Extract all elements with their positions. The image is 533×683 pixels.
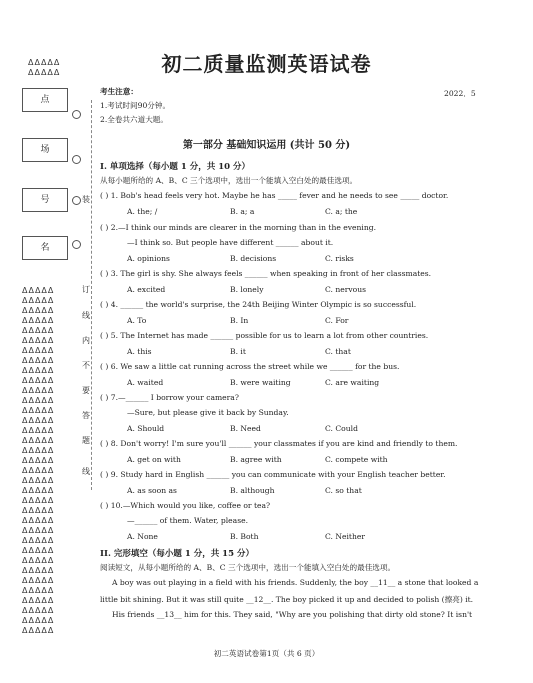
question-7: ( ) 7.—______ I borrow your camera? <box>100 393 239 402</box>
passage-line: His friends __13__ him for this. They said, "Why are you polishing that dirty old stone? It isn't <box>112 610 473 619</box>
option-b: B. Need <box>230 424 261 433</box>
option-c: C. so that <box>325 486 362 495</box>
question-2-line-2: —I think so. But people have different ______ about it. <box>127 238 334 247</box>
section-2-instruction: 阅读短文，从每小题所给的 A、B、C 三个选项中，选出一个能填入空白处的最佳选项。 <box>100 563 396 572</box>
option-b: B. lonely <box>230 285 264 294</box>
section-1-heading: I. 单项选择（每小题 1 分，共 10 分） <box>100 162 250 172</box>
side-box-hao: 号 <box>22 188 68 212</box>
option-a: A. waited <box>127 378 164 387</box>
question-4: ( ) 4. ______ the world's surprise, the 24th Beijing Winter Olympic is so successful. <box>100 300 417 309</box>
section-1-instruction: 从每小题所给的 A、B、C 三个选项中，选出一个能填入空白处的最佳选项。 <box>100 176 358 185</box>
side-box-chang: 场 <box>22 138 68 162</box>
side-char: 题 <box>82 436 90 445</box>
option-c: C. a; the <box>325 207 358 216</box>
side-char: 不 <box>82 361 90 370</box>
side-char: 线 <box>82 467 90 476</box>
option-c: C. are waiting <box>325 378 380 387</box>
option-b: B. Both <box>230 532 259 541</box>
option-b: B. were waiting <box>230 378 291 387</box>
option-a: A. excited <box>127 285 166 294</box>
part-one-heading: 第一部分 基础知识运用 (共计 50 分) <box>182 140 351 151</box>
option-b: B. decisions <box>230 254 277 263</box>
option-a: A. this <box>127 347 152 356</box>
triangle-pattern-left: ΔΔΔΔΔ ΔΔΔΔΔ ΔΔΔΔΔ ΔΔΔΔΔ ΔΔΔΔΔ ΔΔΔΔΔ ΔΔΔΔΔ ΔΔΔΔΔ ΔΔΔΔΔ ΔΔΔΔΔ ΔΔΔΔΔ ΔΔΔΔΔ ΔΔΔΔΔ ΔΔΔΔΔ ΔΔΔΔΔ ΔΔΔΔΔ ΔΔΔΔΔ ΔΔΔΔΔ ΔΔΔΔΔ ΔΔΔΔΔ ΔΔΔΔΔ ΔΔΔΔΔ ΔΔΔΔΔ ΔΔΔΔΔ ΔΔΔΔΔ ΔΔΔΔΔ ΔΔΔΔΔ ΔΔΔΔΔ ΔΔΔΔΔ ΔΔΔΔΔ ΔΔΔΔΔ ΔΔΔΔΔ ΔΔΔΔΔ ΔΔΔΔΔ ΔΔΔΔΔ <box>22 286 55 635</box>
option-a: A. None <box>127 532 158 541</box>
option-c: C. Could <box>325 424 358 433</box>
option-b: B. it <box>230 347 246 356</box>
notice-item: 2.全卷共六道大题。 <box>100 115 168 124</box>
binding-circle <box>72 240 81 249</box>
side-char: 装 <box>82 195 90 204</box>
question-2: ( ) 2.—I think our minds are clearer in the morning than in the evening. <box>100 223 377 232</box>
option-c: C. For <box>325 316 349 325</box>
passage-line: little bit shining. But it was still quite __12__. The boy picked it up and decided to polish (擦亮) it. <box>100 595 474 604</box>
option-a: A. as soon as <box>127 486 177 495</box>
notice-heading: 考生注意： <box>100 87 138 96</box>
side-char: 订 <box>82 285 90 294</box>
question-7-line-2: —Sure, but please give it back by Sunday. <box>127 408 289 417</box>
option-a: A. opinions <box>127 254 170 263</box>
question-5: ( ) 5. The Internet has made ______ possible for us to learn a lot from other countries. <box>100 331 429 340</box>
question-3: ( ) 3. The girl is shy. She always feels ______ when speaking in front of her classmates. <box>100 269 432 278</box>
notice-item: 1.考试时间90分钟。 <box>100 101 171 110</box>
page-footer: 初二英语试卷第1页（共 6 页） <box>213 649 320 658</box>
side-char: 线 <box>82 311 90 320</box>
option-c: C. risks <box>325 254 354 263</box>
option-b: B. although <box>230 486 275 495</box>
exam-date: 2022．5 <box>444 89 476 98</box>
passage-line: A boy was out playing in a field with his friends. Suddenly, the boy __11__ a stone that looked a <box>112 578 479 587</box>
side-box-dian: 点 <box>22 88 68 112</box>
option-c: C. nervous <box>325 285 367 294</box>
option-b: B. a; a <box>230 207 255 216</box>
side-char: 要 <box>82 386 90 395</box>
option-c: C. Neither <box>325 532 366 541</box>
question-8: ( ) 8. Don't worry! I'm sure you'll ______ your classmates if you are kind and friendly to them. <box>100 439 458 448</box>
option-a: A. the; / <box>127 207 158 216</box>
side-box-ming: 名 <box>22 236 68 260</box>
question-9: ( ) 9. Study hard in English ______ you can communicate with your English teacher better. <box>100 470 446 479</box>
option-b: B. agree with <box>230 455 282 464</box>
binding-circle <box>72 110 81 119</box>
question-10: ( ) 10.—Which would you like, coffee or tea? <box>100 501 271 510</box>
binding-circle <box>72 155 81 164</box>
option-b: B. In <box>230 316 249 325</box>
triangle-pattern-top: ΔΔΔΔΔ ΔΔΔΔΔ <box>28 58 61 77</box>
option-c: C. that <box>325 347 351 356</box>
question-1: ( ) 1. Bob's head feels very hot. Maybe he has _____ fever and he needs to see _____ doctor. <box>100 191 449 200</box>
question-10-line-2: —______ of them. Water, please. <box>127 516 249 525</box>
exam-title: 初二质量监测英语试卷 <box>161 52 372 76</box>
side-char: 内 <box>82 336 90 345</box>
binding-dashed-line <box>91 100 92 490</box>
question-6: ( ) 6. We saw a little cat running across the street while we ______ for the bus. <box>100 362 400 371</box>
binding-circle <box>72 196 81 205</box>
option-a: A. Should <box>127 424 165 433</box>
option-a: A. get on with <box>127 455 181 464</box>
option-c: C. compete with <box>325 455 388 464</box>
option-a: A. To <box>127 316 147 325</box>
section-2-heading: II. 完形填空（每小题 1 分，共 15 分） <box>100 549 254 559</box>
side-char: 答 <box>82 411 90 420</box>
